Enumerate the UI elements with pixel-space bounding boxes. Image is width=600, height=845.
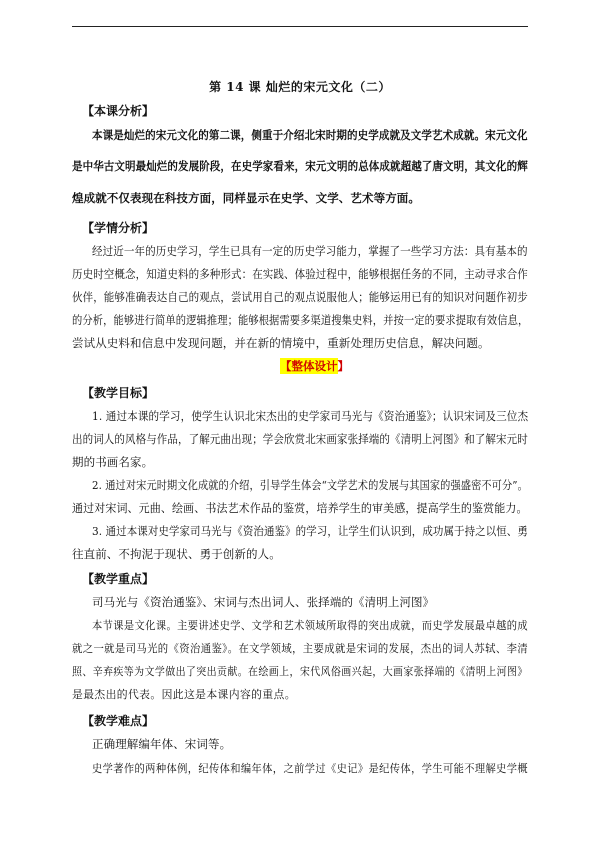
student-analysis-line-4: 的分析，能够进行简单的逻辑推理；能够根据需要多渠道搜集史料，并按一定的要求提取有效信息， [72,313,529,327]
key-points-line-3: 就之一就是司马光的《资治通鉴》。在文学领域，主要成就是宋词的发展，杰出的词人苏轼、李清 [72,642,529,655]
heading-key-points: 【教学重点】 [82,572,155,586]
student-analysis-line-2: 历史时空概念，知道史料的多种形式：在实践、体验过程中，能够根据任务的不同，主动寻求合作 [72,267,528,281]
student-analysis-line-1: 经过近一年的历史学习，学生已具有一定的历史学习能力，掌握了一些学习方法：具有基本的 [92,244,528,258]
teaching-goals-line-2: 出的词人的风格与作品，了解元曲出现；学会欣赏北宋画家张择端的《清明上河图》和了解宋元时 [72,432,528,446]
key-points-line-1: 司马光与《资治通鉴》、宋词与杰出词人、张择端的《清明上河图》 [92,595,435,609]
lesson-title: 第 14 课 灿烂的宋元文化（二） [209,80,391,94]
difficulties-line-1: 正确理解编年体、宋词等。 [92,737,232,751]
teaching-goals-line-4: 2. 通过对宋元时期文化成就的介绍，引导学生体会“文学艺术的发展与其国家的强盛密不可分”。 [92,478,528,492]
lesson-analysis-line-1: 本课是灿烂的宋元文化的第二课，侧重于介绍北宋时期的史学成就及文学艺术成就。宋元文化 [92,128,528,142]
heading-teaching-goals: 【教学目标】 [82,386,155,400]
key-points-line-4: 照、辛弃疾等为文学做出了突出贡献。在绘画上，宋代风俗画兴起，大画家张择端的《清明上河图》 [72,665,528,678]
key-points-line-5: 是最杰出的代表。因此这是本课内容的重点。 [72,688,296,701]
lesson-analysis-line-2: 是中华古文明最灿烂的发展阶段，在史学家看来，宋元文明的总体成就超越了唐文明，其文化的辉 [72,159,528,173]
heading-lesson-analysis: 【本课分析】 [82,104,155,118]
teaching-goals-line-5: 通过对宋词、元曲、绘画、书法艺术作品的鉴赏，培养学生的审美感，提高学生的鉴赏能力。 [72,501,528,515]
key-points-line-2: 本节课是文化课。主要讲述史学、文学和艺术领域所取得的突出成就，而史学发展最卓越的成 [92,619,529,632]
teaching-goals-line-1: 1. 通过本课的学习，使学生认识北宋杰出的史学家司马光与《资治通鉴》；认识宋词及三位杰 [92,409,529,423]
heading-student-analysis: 【学情分析】 [82,221,155,235]
heading-difficulties: 【教学难点】 [82,714,155,728]
overall-design-label: 【整体设计】 [280,359,349,373]
lesson-analysis-line-3: 煌成就不仅表现在科技方面，同样显示在史学、文学、艺术等方面。 [72,191,420,205]
student-analysis-line-5: 尝试从史料和信息中发现问题，并在新的情境中，重新处理历史信息，解决问题。 [72,336,490,350]
teaching-goals-line-3: 期的书画名家。 [72,455,154,469]
teaching-goals-line-6: 3. 通过本课对史学家司马光与《资治通鉴》的学习，让学生们认识到，成功属于持之以恒、勇 [92,524,528,538]
header-rule [72,26,528,27]
difficulties-line-2: 史学著作的两种体例，纪传体和编年体，之前学过《史记》是纪传体，学生可能不理解史学概 [92,762,529,775]
teaching-goals-line-7: 往直前、不拘泥于现状、勇于创新的人。 [72,547,281,561]
student-analysis-line-3: 伙伴，能够准确表达自己的观点，尝试用自己的观点说服他人；能够运用已有的知识对问题作初步 [72,290,528,304]
